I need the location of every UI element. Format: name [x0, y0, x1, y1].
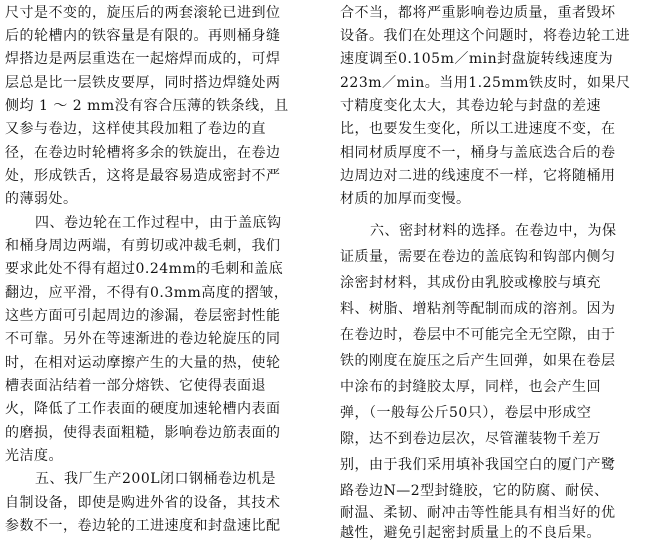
text-line: 涂密封材料，其成份由乳胶或橡胶与填充	[340, 275, 601, 291]
text-line: 路卷边N—2型封缝胶，它的防腐、耐侯、	[340, 483, 609, 499]
text-line: 的薄弱处。	[5, 191, 78, 207]
text-line: 这些方面可引起周边的渗漏，卷层密封性能	[5, 308, 281, 324]
text-line: 径，在卷边时轮槽将多余的铁旋出，在卷边	[5, 145, 281, 161]
section-heading-line: 五、我厂生产200L闭口钢桶卷边机是	[35, 471, 277, 487]
text-line: 铁的刚度在旋压之后产生回弹，如果在卷层	[340, 353, 616, 369]
text-line: 证质量，需要在卷边的盖底钩和钩部内侧匀	[340, 249, 616, 265]
text-line: 槽表面沾结着一部分熔铁、它使得表面退	[5, 378, 266, 394]
section-heading-line: 六、密封材料的选择。在卷边中，为保	[370, 223, 617, 239]
text-line: 翻边，应平滑，不得有0.3mm高度的摺皱，	[5, 285, 289, 301]
text-line: 层总是比一层铁皮要厚，同时搭边焊缝处两	[5, 75, 281, 91]
text-line: 设备。我们在处理这个问题时，将卷边轮工进	[340, 28, 630, 44]
text-line: 中涂布的封缝胶太厚，同样，也会产生回	[340, 379, 601, 395]
text-line: 要求此处不得有超过0.24mm的毛刺和盖底	[5, 261, 284, 277]
text-line: 速度调至0.105m／min封盘旋转线速度为	[340, 51, 614, 67]
text-line: 材质的加厚而变慢。	[340, 191, 471, 207]
text-line: 223m／min。当用1.25mm铁皮时，如果尺	[340, 75, 631, 91]
text-line: 和桶身周边两端，有剪切或冲裁毛刺，我们	[5, 238, 281, 254]
text-line: 焊搭边是两层重迭在一起熔焊而成的，可焊	[5, 51, 281, 67]
text-line: 边周边对二进的线速度不一样，它将随桶用	[340, 168, 616, 184]
text-line: 后的轮槽内的铁容量是有限的。再则桶身缝	[5, 28, 281, 44]
text-line: 别，由于我们采用填补我国空白的厦门产鹭	[340, 457, 616, 473]
text-line: 比，也要发生变化，所以工进速度不变，在	[340, 121, 616, 137]
text-line: 相同材质厚度不一，桶身与盖底迭合后的卷	[340, 145, 616, 161]
text-line: 自制设备，即使是购进外省的设备，其技术	[5, 495, 281, 511]
text-line: 弹，（一般每公斤50只），卷层中形成空	[340, 405, 592, 421]
text-line: 料、树脂、增粘剂等配制而成的溶剂。因为	[340, 301, 616, 317]
text-line: 火，降低了工作表面的硬度加速轮槽内表面	[5, 401, 281, 417]
text-line: 又参与卷边，这样使其段加粗了卷边的直	[5, 121, 266, 137]
text-line: 侧均 1 ～ 2 mm没有容合压薄的铁条线，且	[5, 98, 289, 114]
text-line: 光洁度。	[5, 448, 63, 464]
text-line: 寸精度变化太大，其卷边轮与封盘的差速	[340, 98, 601, 114]
text-line: 参数不一，卷边轮的工进速度和封盘速比配	[5, 518, 281, 534]
text-line: 耐温、柔韧、耐冲击等性能具有相当好的优	[340, 505, 616, 521]
text-line: 合不当，都将严重影响卷边质量，重者毁坏	[340, 5, 616, 21]
text-line: 尺寸是不变的，旋压后的两套滚轮已进到位	[5, 5, 281, 21]
text-line: 越性，避免引起密封质量上的不良后果。	[340, 525, 601, 541]
text-line: 隙，达不到卷边层次，尽管灌装物千差万	[340, 431, 601, 447]
text-line: 处，形成铁舌，这将是最容易造成密封不严	[5, 168, 281, 184]
text-line: 在卷边时，卷层中不可能完全无空隙，由于	[340, 327, 616, 343]
text-line: 时，在相对运动摩擦产生的大量的热，使轮	[5, 355, 281, 371]
text-line: 不可靠。另外在等速渐进的卷边轮旋压的同	[5, 331, 281, 347]
text-line: 的磨损，使得表面粗糙，影响卷边筋表面的	[5, 425, 281, 441]
section-heading-line: 四、卷边轮在工作过程中，由于盖底钩	[35, 215, 282, 231]
